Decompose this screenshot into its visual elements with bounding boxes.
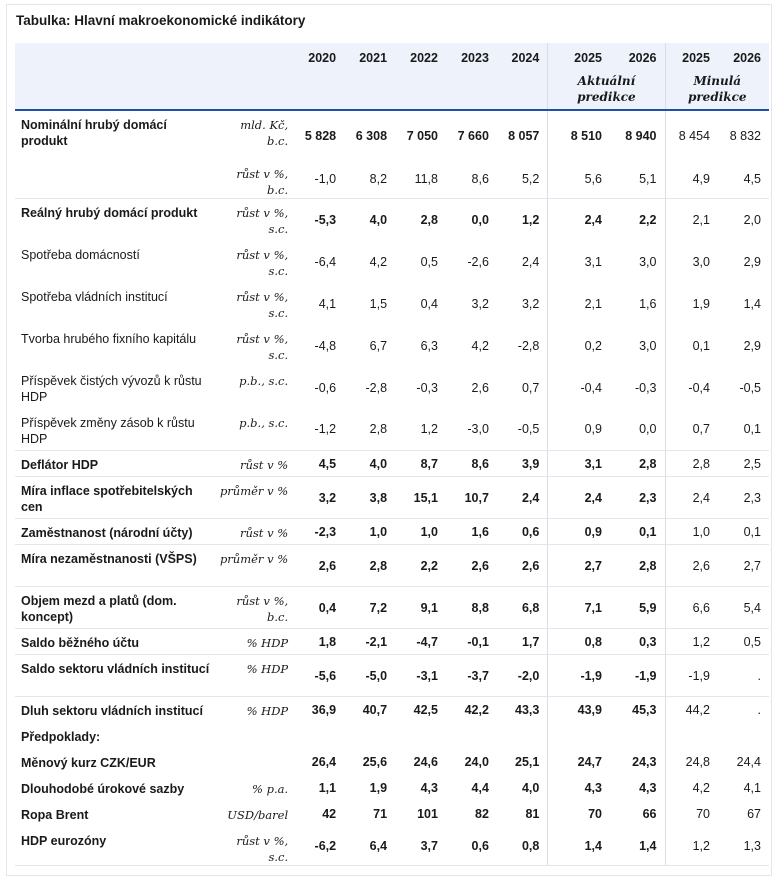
value-cell: -1,9 — [610, 655, 665, 697]
value-cell: 4,5 — [293, 451, 344, 477]
value-cell: . — [718, 655, 769, 697]
table-row — [15, 723, 769, 749]
value-cell: 9,1 — [395, 587, 446, 629]
value-cell: -1,0 — [293, 160, 344, 199]
table-row — [15, 655, 769, 697]
value-cell: -5,6 — [293, 655, 344, 697]
value-cell: 4,0 — [344, 451, 395, 477]
value-cell: 8 832 — [729, 128, 761, 143]
value-cell: 4,2 — [471, 338, 489, 353]
value-cell: 2,8 — [420, 212, 438, 227]
value-cell: 0,1 — [610, 519, 665, 545]
value-cell: 2,4 — [497, 477, 548, 519]
value-cell: -0,4 — [548, 367, 610, 409]
year-header: 2024 — [497, 43, 548, 73]
value-cell: 5,1 — [610, 160, 665, 199]
value-cell: -6,2 — [293, 827, 344, 866]
value-cell: 2,0 — [743, 212, 761, 227]
value-cell: 2,2 — [639, 212, 657, 227]
value-cell: 3,2 — [293, 477, 344, 519]
value-cell — [665, 723, 718, 749]
value-cell: 4,1 — [743, 780, 761, 795]
row-label: Předpoklady: — [21, 729, 101, 744]
value-cell: 3,8 — [344, 477, 395, 519]
value-cell: 0,5 — [718, 629, 769, 655]
value-cell: 2,6 — [471, 380, 489, 395]
current-forecast-header: Aktuální predikce — [548, 73, 665, 110]
value-cell: 2,4 — [521, 254, 540, 269]
label-header — [15, 43, 216, 73]
value-cell: -1,9 — [548, 655, 610, 697]
value-cell: -4,8 — [314, 338, 337, 353]
value-cell: 4,0 — [369, 212, 388, 227]
value-cell — [718, 723, 769, 749]
value-cell: 6 308 — [355, 128, 388, 143]
value-cell: 8 510 — [548, 110, 610, 160]
row-unit: růst v % — [216, 451, 293, 477]
value-cell: 4,3 — [639, 780, 657, 795]
value-cell: 70 — [665, 801, 718, 827]
value-cell: 0,9 — [548, 409, 610, 451]
table-row — [15, 697, 769, 723]
table-body — [15, 110, 769, 866]
value-cell — [395, 723, 446, 749]
row-label — [15, 160, 216, 199]
value-cell: 7 660 — [457, 128, 489, 143]
value-cell: 25,1 — [515, 754, 540, 769]
value-cell: 2,3 — [718, 477, 769, 519]
value-cell: 0,0 — [471, 212, 489, 227]
value-cell: 1,8 — [293, 629, 344, 655]
value-cell: 2,2 — [395, 545, 446, 587]
row-label: Spotřeba vládních institucí — [21, 289, 168, 304]
value-cell: 8 454 — [665, 110, 718, 160]
value-cell: -0,4 — [665, 367, 718, 409]
group-header-row — [15, 73, 769, 110]
value-cell: 8,8 — [446, 587, 497, 629]
value-cell: -2,3 — [293, 519, 344, 545]
year-header: 2021 — [344, 43, 395, 73]
year-header: 2023 — [446, 43, 497, 73]
row-unit: % HDP — [216, 655, 293, 697]
value-cell: -1,9 — [665, 655, 718, 697]
value-cell: 3,7 — [395, 827, 446, 866]
value-cell: 0,5 — [420, 254, 438, 269]
table-row — [15, 519, 769, 545]
row-label: Měnový kurz CZK/EUR — [21, 755, 156, 770]
value-cell: 24,0 — [464, 754, 489, 769]
table-row — [15, 199, 769, 241]
row-unit: % HDP — [246, 704, 289, 718]
value-cell: -6,4 — [314, 254, 337, 269]
row-unit: růst v %, s.c. — [236, 331, 289, 362]
value-cell: 6,6 — [665, 587, 718, 629]
value-cell: -0,5 — [497, 409, 548, 451]
value-cell: 4,2 — [369, 254, 388, 269]
row-label: Míra nezaměstnanosti (VŠPS) — [15, 545, 216, 587]
value-cell: 1,4 — [743, 296, 761, 311]
value-cell: 1,0 — [344, 519, 395, 545]
value-cell — [548, 723, 610, 749]
value-cell: 1,7 — [497, 629, 548, 655]
value-cell: 0,7 — [521, 380, 540, 395]
value-cell: -0,6 — [314, 380, 337, 395]
value-cell: 5 828 — [304, 128, 337, 143]
value-cell: 82 — [475, 806, 489, 821]
value-cell: -0,3 — [634, 380, 657, 395]
value-cell: 1,2 — [521, 212, 540, 227]
value-cell: 0,0 — [610, 409, 665, 451]
row-unit: mld. Kč, b.c. — [240, 118, 289, 148]
row-unit: % HDP — [216, 629, 293, 655]
value-cell: 8,7 — [395, 451, 446, 477]
table-row — [15, 367, 769, 409]
row-unit: USD/barel — [227, 807, 289, 822]
table-row — [15, 629, 769, 655]
value-cell: 4,0 — [521, 780, 540, 795]
value-cell: 24,8 — [665, 749, 718, 775]
value-cell: 3,2 — [521, 296, 540, 311]
value-cell: 8,6 — [446, 451, 497, 477]
value-cell: 4,5 — [718, 160, 769, 199]
value-cell: 1,4 — [548, 827, 610, 866]
value-cell: 25,6 — [362, 754, 388, 769]
value-cell: 45,3 — [632, 702, 657, 717]
row-unit — [216, 723, 293, 749]
value-cell: 2,6 — [293, 545, 344, 587]
value-cell: -0,3 — [416, 380, 438, 395]
value-cell: 2,8 — [344, 545, 395, 587]
value-cell: 2,3 — [610, 477, 665, 519]
value-cell — [446, 723, 497, 749]
value-cell: 26,4 — [311, 754, 337, 769]
value-cell: 2,1 — [665, 199, 718, 241]
value-cell: 0,9 — [548, 519, 610, 545]
value-cell: 1,5 — [369, 296, 388, 311]
value-cell: 2,8 — [665, 451, 718, 477]
value-cell: 0,6 — [446, 827, 497, 866]
value-cell: 2,4 — [548, 477, 610, 519]
value-cell: 2,1 — [548, 283, 610, 325]
value-cell: 81 — [525, 806, 540, 821]
indicators-table — [15, 43, 769, 866]
row-label: Spotřeba domácností — [21, 247, 140, 262]
row-unit: p.b., s.c. — [239, 373, 289, 388]
value-cell: 24,4 — [736, 754, 761, 769]
value-cell: 2,4 — [548, 199, 610, 241]
table-row — [15, 451, 769, 477]
value-cell: 40,7 — [362, 702, 388, 717]
value-cell: 67 — [747, 806, 761, 821]
value-cell: 42,2 — [464, 702, 489, 717]
row-unit: průměr v % — [216, 545, 293, 587]
table-row — [15, 775, 769, 801]
table-row — [15, 587, 769, 629]
value-cell: 2,7 — [718, 545, 769, 587]
value-cell: 1,6 — [639, 296, 657, 311]
value-cell — [293, 723, 344, 749]
value-cell: -4,7 — [395, 629, 446, 655]
value-cell: 36,9 — [311, 702, 337, 717]
previous-forecast-header: Minulá predikce — [665, 73, 769, 110]
value-cell: 42,5 — [413, 702, 438, 717]
value-cell: -3,7 — [446, 655, 497, 697]
value-cell: 5,6 — [548, 160, 610, 199]
value-cell: 42 — [322, 806, 337, 821]
value-cell: 0,6 — [497, 519, 548, 545]
value-cell: 2,9 — [743, 254, 761, 269]
value-cell: 1,9 — [369, 780, 388, 795]
value-cell: 6,7 — [369, 338, 388, 353]
value-cell: 4,2 — [665, 775, 718, 801]
value-cell: 0,7 — [665, 409, 718, 451]
value-cell: 4,1 — [318, 296, 337, 311]
year-header-row — [15, 43, 769, 73]
row-unit: růst v %, b.c. — [216, 160, 293, 199]
value-cell: 0,2 — [548, 325, 610, 367]
value-cell: -3,0 — [446, 409, 497, 451]
value-cell: -1,2 — [293, 409, 344, 451]
value-cell: 1,2 — [665, 629, 718, 655]
table-row — [15, 477, 769, 519]
value-cell: 0,1 — [665, 325, 718, 367]
table-row — [15, 545, 769, 587]
value-cell: 101 — [417, 806, 438, 821]
row-label: HDP eurozóny — [15, 827, 216, 866]
row-label: Dlouhodobé úrokové sazby — [21, 781, 185, 796]
year-header: 2025 — [665, 43, 718, 73]
unit-header — [216, 43, 293, 73]
row-label: Saldo sektoru vládních institucí — [15, 655, 216, 697]
value-cell: 71 — [373, 806, 388, 821]
value-cell — [610, 723, 665, 749]
value-cell: -2,8 — [365, 380, 388, 395]
row-label: Příspěvek změny zásob k růstu HDP — [15, 409, 216, 451]
value-cell: 0,3 — [610, 629, 665, 655]
value-cell — [344, 723, 395, 749]
row-label: Reálný hrubý domácí produkt — [21, 206, 198, 220]
value-cell: 3,9 — [497, 451, 548, 477]
value-cell: 43,9 — [548, 697, 610, 723]
row-unit: průměr v % — [216, 477, 293, 519]
value-cell: 2,9 — [743, 338, 761, 353]
year-header: 2020 — [293, 43, 344, 73]
value-cell: 1,4 — [610, 827, 665, 866]
value-cell: 2,8 — [610, 545, 665, 587]
value-cell: 6,8 — [497, 587, 548, 629]
value-cell: 2,8 — [610, 451, 665, 477]
row-label: Objem mezd a platů (dom. koncept) — [15, 587, 216, 629]
value-cell: 8 940 — [625, 128, 657, 143]
row-label: Deflátor HDP — [15, 451, 216, 477]
row-label: Míra inflace spotřebitelských cen — [15, 477, 216, 519]
value-cell: 3,0 — [665, 241, 718, 283]
table-row — [15, 827, 769, 866]
value-cell: -5,3 — [314, 212, 337, 227]
table-row — [15, 283, 769, 325]
value-cell: 7 050 — [406, 128, 438, 143]
value-cell: 6,3 — [420, 338, 438, 353]
value-cell: 4,4 — [471, 780, 489, 795]
value-cell: 1,3 — [718, 827, 769, 866]
value-cell: 3,1 — [548, 241, 610, 283]
row-unit: p.b., s.c. — [216, 409, 293, 451]
value-cell: 1,6 — [446, 519, 497, 545]
value-cell: -0,1 — [446, 629, 497, 655]
value-cell: 1,0 — [665, 519, 718, 545]
row-unit: růst v %, s.c. — [236, 289, 289, 320]
value-cell: 4,9 — [665, 160, 718, 199]
row-label: Příspěvek čistých vývozů k růstu HDP — [21, 373, 202, 404]
year-header: 2025 — [548, 43, 610, 73]
value-cell: -3,1 — [395, 655, 446, 697]
value-cell: 3,1 — [548, 451, 610, 477]
table-row — [15, 409, 769, 451]
value-cell: 8,6 — [446, 160, 497, 199]
value-cell: 2,7 — [548, 545, 610, 587]
table-row — [15, 160, 769, 199]
value-cell: 15,1 — [395, 477, 446, 519]
value-cell: 24,7 — [548, 749, 610, 775]
value-cell: 24,6 — [413, 754, 438, 769]
value-cell: 7,2 — [344, 587, 395, 629]
value-cell: 5,2 — [497, 160, 548, 199]
year-header: 2026 — [718, 43, 769, 73]
table-row — [15, 801, 769, 827]
value-cell: 4,3 — [548, 775, 610, 801]
row-label: Tvorba hrubého fixního kapitálu — [21, 331, 197, 346]
value-cell: 5,9 — [610, 587, 665, 629]
value-cell: 2,6 — [497, 545, 548, 587]
row-label: Nominální hrubý domácí produkt — [21, 118, 167, 148]
value-cell: -2,0 — [497, 655, 548, 697]
value-cell: -0,5 — [739, 380, 761, 395]
value-cell: 0,8 — [548, 629, 610, 655]
table-row — [15, 241, 769, 283]
value-cell: 44,2 — [665, 697, 718, 723]
value-cell: 0,1 — [718, 409, 769, 451]
table-row — [15, 110, 769, 160]
value-cell: 1,9 — [665, 283, 718, 325]
value-cell: 6,4 — [344, 827, 395, 866]
row-unit: růst v %, s.c. — [236, 206, 289, 236]
row-label: Zaměstnanost (národní účty) — [15, 519, 216, 545]
value-cell: 2,4 — [665, 477, 718, 519]
value-cell: -2,6 — [467, 254, 489, 269]
value-cell: . — [757, 702, 761, 717]
value-cell: 3,2 — [471, 296, 489, 311]
value-cell: 5,4 — [718, 587, 769, 629]
value-cell: 1,1 — [318, 780, 337, 795]
row-unit — [216, 749, 293, 775]
value-cell: -2,1 — [344, 629, 395, 655]
value-cell: 10,7 — [446, 477, 497, 519]
value-cell: 2,5 — [718, 451, 769, 477]
year-header: 2026 — [610, 43, 665, 73]
row-unit: růst v % — [216, 519, 293, 545]
table-card — [6, 4, 772, 876]
value-cell: 11,8 — [395, 160, 446, 199]
year-header: 2022 — [395, 43, 446, 73]
value-cell: 8,2 — [344, 160, 395, 199]
value-cell: 3,0 — [639, 338, 657, 353]
value-cell — [497, 723, 548, 749]
value-cell: 66 — [642, 806, 657, 821]
value-cell: 8 057 — [508, 128, 540, 143]
value-cell: 0,1 — [718, 519, 769, 545]
value-cell: 1,0 — [395, 519, 446, 545]
value-cell: -5,0 — [344, 655, 395, 697]
value-cell: 2,8 — [344, 409, 395, 451]
row-unit: růst v %, b.c. — [216, 587, 293, 629]
value-cell: 7,1 — [548, 587, 610, 629]
value-cell: 70 — [548, 801, 610, 827]
value-cell: 2,6 — [665, 545, 718, 587]
value-cell: 4,3 — [420, 780, 438, 795]
row-unit: růst v %, s.c. — [236, 247, 289, 278]
value-cell: 43,3 — [515, 702, 540, 717]
value-cell: -2,8 — [517, 338, 540, 353]
value-cell: 0,4 — [293, 587, 344, 629]
value-cell: 1,2 — [665, 827, 718, 866]
row-label: Ropa Brent — [21, 807, 89, 822]
row-label: Dluh sektoru vládních institucí — [21, 704, 203, 718]
table-title: Tabulka: Hlavní makroekonomické indikátory — [16, 13, 306, 28]
row-unit: růst v %, s.c. — [216, 827, 293, 866]
row-label: Saldo běžného účtu — [15, 629, 216, 655]
value-cell: 3,0 — [639, 254, 657, 269]
value-cell: 2,6 — [446, 545, 497, 587]
table-row — [15, 325, 769, 367]
table-row — [15, 749, 769, 775]
value-cell: 24,3 — [632, 754, 657, 769]
value-cell: 1,2 — [395, 409, 446, 451]
value-cell: 0,4 — [420, 296, 438, 311]
value-cell: 0,8 — [497, 827, 548, 866]
row-unit: % p.a. — [252, 781, 289, 796]
